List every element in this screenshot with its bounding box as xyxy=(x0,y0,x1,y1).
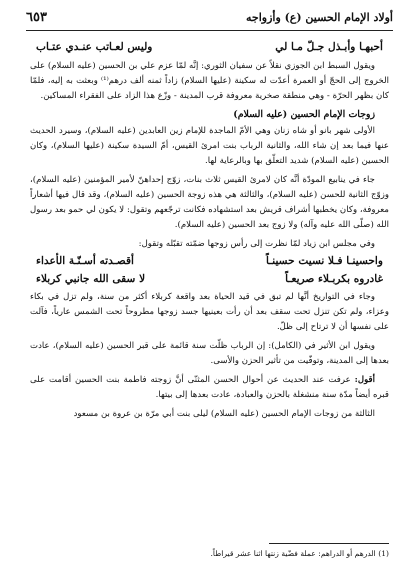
verse-line xyxy=(30,272,389,287)
verse-hemistich-right: واحسينـا فـلا نسيت حسينـاً xyxy=(265,255,383,267)
paragraph: وجاء في التواريخ أنَّها لم تبق في قيد الحياة بعد واقعة كربلاء أكثر من سنة، ولم تزل في بكاء وعزاء، ولم تكن تنزل تحت سقف بعد أن رأت بعينيها جسد زوجها مطروحاً تحت الشمس عارياً، فآلت على نفسها أن لا ترتاح إلى ظلّ. xyxy=(30,292,389,332)
section-heading: زوجات الإمام الحسين (عليه السلام) xyxy=(233,109,375,120)
verse-hemistich-left: وليس لعـاتب عنـدي عتـاب xyxy=(36,41,153,53)
header-rule xyxy=(26,30,393,31)
paragraph: وفي مجلس ابن زياد لمّا نظرت إلى رأس زوجها ضمّته تقبّله وتقول: xyxy=(138,239,375,249)
footnote: (1) الدرهم أو الدراهم: عملة فضّية زنتها اثنا عشر قيراطاً. xyxy=(210,549,389,558)
verse-hemistich-left: أقصـدته أسـنّـة الأعداء xyxy=(36,255,134,267)
footnote-rule xyxy=(269,543,389,544)
page-body xyxy=(30,38,389,537)
verse-hemistich-right: غادروه بكربـلاء صريعـاً xyxy=(285,273,383,285)
page-number: ٦٥٣ xyxy=(26,9,47,25)
paragraph: ويقول ابن الأثير في (الكامل): إن الرباب ظلّت سنة قائمة على قبر الحسين (عليه السلام)، عادت بعدها إلى المدينة، وتوفّيت من تأثير الحزن والأسى. xyxy=(30,341,389,366)
paragraph: جاء في ينابيع المودّة أنَّه كان لامرئ القيس ثلاث بنات، زوّج إحداهنّ لأمير المؤمنين (عليه السلام)، وزوّج الثانية للحسن (عليه السلام)، والثالثة هي هذه زوجة الحسين (عليه السلام)، وقد قال فيها أشعاراً معروفة، وكان يخطبها أشراف قريش بعد استشهاده فكانت ترجّعهم وتقول: لا يكون لي حمو بعد رسول الله (صلّى الله عليه وآله) ولا زوج بعد الحسين (عليه السلام). xyxy=(30,175,389,230)
paragraph: ويقول السبط ابن الجوزي نقلاً عن سفيان الثوري: إنَّه لمّا عزم علي بن الحسين (عليه السلام) على الخروج إلى الحجّ أو العمرة أعدّت له سكينة (عليها السلام) زاداً ثمنه ألف درهم⁽¹⁾ وبعثت به إليه، فلمّا كان بظهر الحرّة - وهي منطقة صخرية معروفة قرب المدينة - وزّع هذا الزاد على الفقراء المساكين. xyxy=(30,61,389,101)
paragraph-text: عرفت عند الحديث عن أحوال الحسن المثنّى أنَّ زوجته فاطمة بنت الحسين أقامت على قبره أيضاً مدّة سنة منشغلة بالحزن والعبادة، عادت بعدها إلى بيتها. xyxy=(30,375,389,400)
verse-hemistich-left: لا سقى الله جانبي كربلاء xyxy=(36,273,146,285)
verse-line xyxy=(30,40,389,55)
running-header xyxy=(26,6,393,28)
verse-hemistich-right: أحبهـا وأبـذل جـلّ مـا لي xyxy=(275,41,383,53)
paragraph xyxy=(30,373,389,403)
verse-line xyxy=(30,254,389,269)
header-title: أولاد الإمام الحسين (ع) وأزواجه xyxy=(246,10,393,24)
paragraph: الثالثة من زوجات الإمام الحسين (عليه السلام) ليلى بنت أبي مرّة بن عروة بن مسعود xyxy=(73,409,375,419)
paragraph: الأولى شهر بانو أو شاه زنان وهي الأمّ الماجدة للإمام زين العابدين (عليه السلام)، وسيرد الحديث عنها فيما بعد إن شاء الله، والثانية الرباب بنت امرئ القيس، أمّ السيدة سكينة (عليها السلام)، وكان الحسين (عليه السلام) شديد التعلّق بها وبالرعاية لها. xyxy=(30,126,389,166)
note-label: أقول: xyxy=(354,375,376,385)
